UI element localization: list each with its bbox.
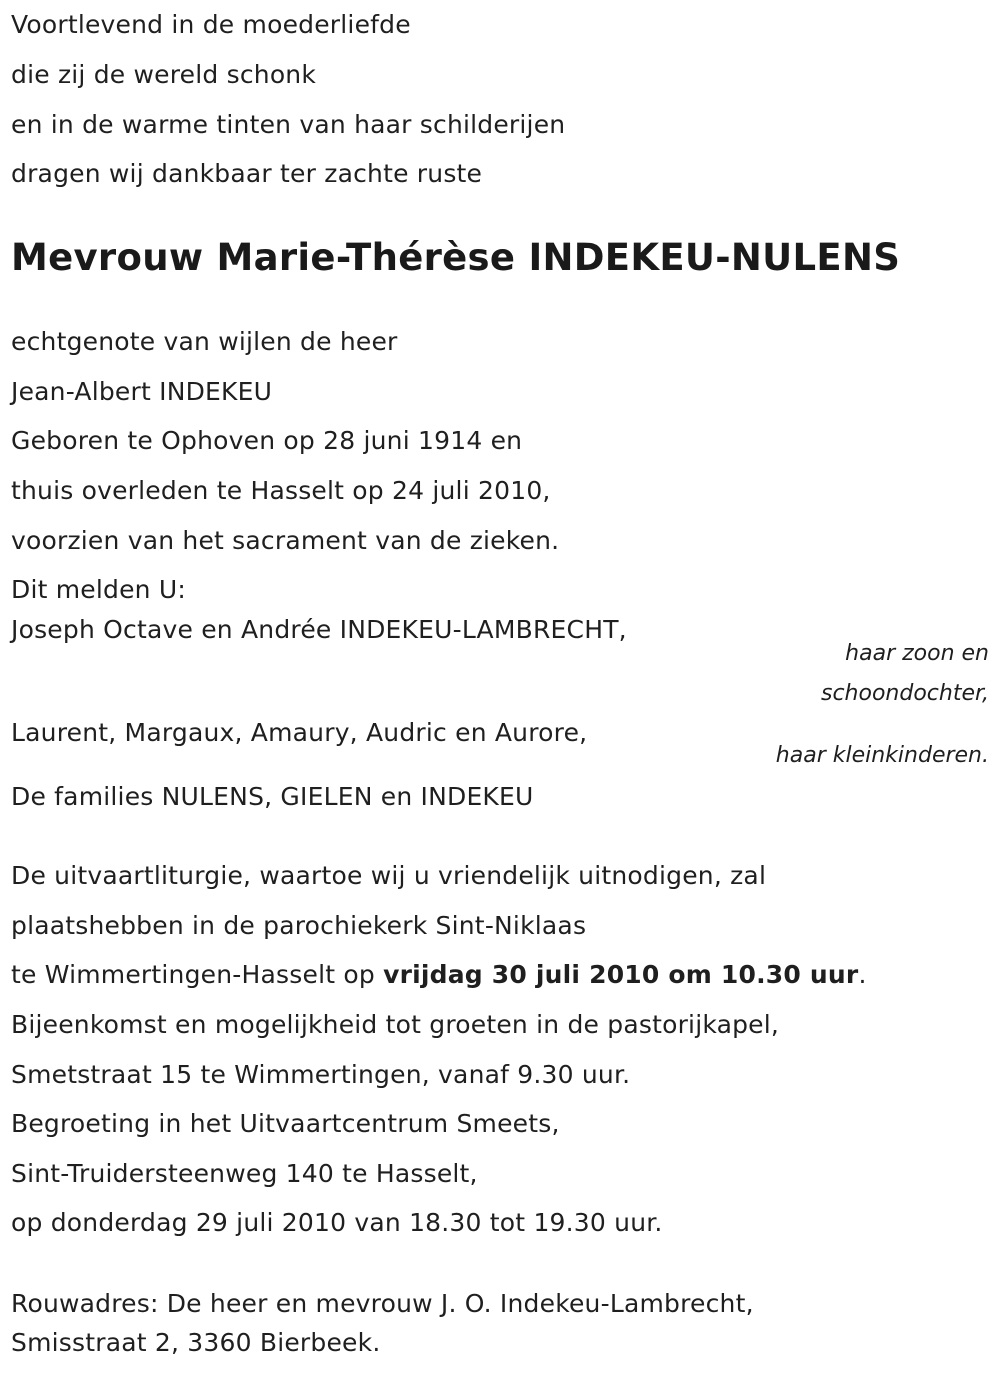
grandchildren-relation: haar kleinkinderen.: [775, 743, 989, 768]
funeral-date-time: vrijdag 30 juli 2010 om 10.30 uur: [383, 960, 859, 989]
details-line: echtgenote van wijlen de heer: [11, 327, 398, 356]
funeral-line: op donderdag 29 juli 2010 van 18.30 tot 19.30 uur.: [11, 1208, 663, 1237]
deceased-name: Mevrouw Marie-Thérèse INDEKEU-NULENS: [11, 236, 901, 279]
details-line: voorzien van het sacrament van de zieken.: [11, 526, 560, 555]
son-relation-line: schoondochter,: [820, 681, 989, 706]
funeral-date-suffix: .: [858, 960, 867, 989]
families-line: De families NULENS, GIELEN en INDEKEU: [11, 782, 534, 811]
verse-line: dragen wij dankbaar ter zachte ruste: [11, 159, 483, 188]
details-line: thuis overleden te Hasselt op 24 juli 2010,: [11, 476, 551, 505]
funeral-line: plaatshebben in de parochiekerk Sint-Niklaas: [11, 911, 587, 940]
verse-line: die zij de wereld schonk: [11, 60, 317, 89]
details-line: Dit melden U:: [11, 575, 186, 604]
address-line: Smisstraat 2, 3360 Bierbeek.: [11, 1328, 381, 1357]
grandchildren-names: Laurent, Margaux, Amaury, Audric en Aurore,: [11, 718, 588, 747]
address-line: Rouwadres: De heer en mevrouw J. O. Indekeu-Lambrecht,: [11, 1289, 754, 1318]
details-line: Geboren te Ophoven op 28 juni 1914 en: [11, 426, 523, 455]
son-names: Joseph Octave en Andrée INDEKEU-LAMBRECHT,: [11, 615, 627, 644]
verse-line: Voortlevend in de moederliefde: [11, 10, 411, 39]
funeral-line: Begroeting in het Uitvaartcentrum Smeets,: [11, 1109, 560, 1138]
funeral-line: Sint-Truidersteenweg 140 te Hasselt,: [11, 1159, 478, 1188]
details-line: Jean-Albert INDEKEU: [11, 377, 273, 406]
funeral-date-prefix: te Wimmertingen-Hasselt op: [11, 960, 384, 989]
son-relation-line: haar zoon en: [845, 641, 989, 666]
funeral-line: Smetstraat 15 te Wimmertingen, vanaf 9.30 uur.: [11, 1060, 631, 1089]
funeral-line: Bijeenkomst en mogelijkheid tot groeten in de pastorijkapel,: [11, 1010, 780, 1039]
verse-line: en in de warme tinten van haar schilderijen: [11, 110, 566, 139]
funeral-date-line: [11, 960, 867, 990]
funeral-line: De uitvaartliturgie, waartoe wij u vriendelijk uitnodigen, zal: [11, 861, 767, 890]
